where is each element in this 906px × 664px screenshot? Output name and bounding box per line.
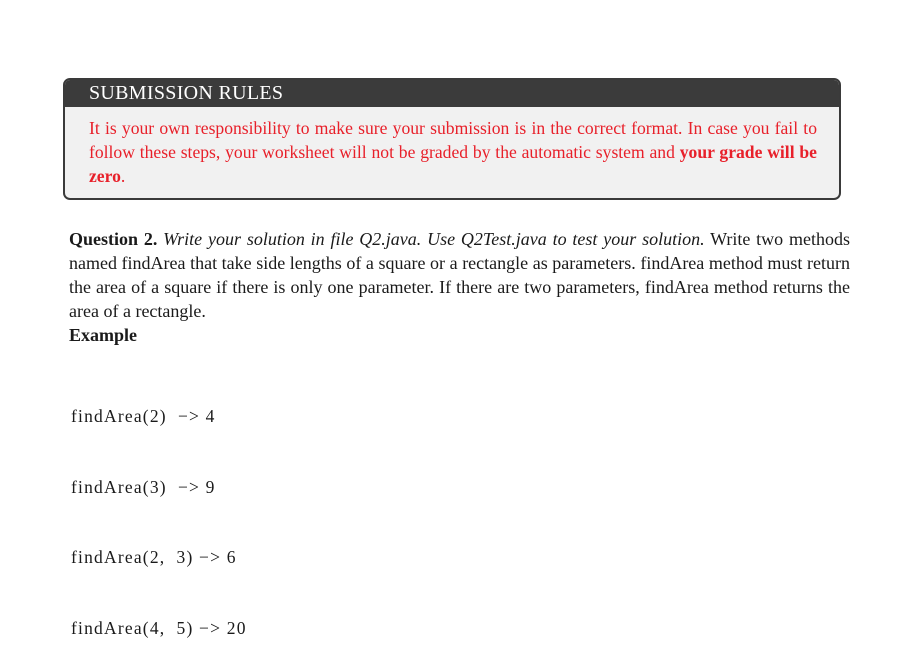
example-heading: Example bbox=[69, 325, 138, 345]
submission-rules-text bbox=[65, 107, 839, 188]
example-line: findArea(2, 3) −> 6 bbox=[71, 547, 237, 567]
rules-text-emphasis: your grade will be zero bbox=[89, 142, 817, 186]
question-block bbox=[69, 227, 850, 347]
example-code-block bbox=[71, 358, 247, 664]
example-line: findArea(3) −> 9 bbox=[71, 476, 216, 497]
submission-rules-box bbox=[63, 78, 841, 200]
example-line: findArea(2) −> 4 bbox=[71, 406, 216, 426]
question-body: Write two methods named findArea that take side lengths of a square or a rectangle as parameters. findArea method must return the area of a square if there is only one parameter. If there are two parameters, findArea method returns the area of a rectangle. bbox=[69, 229, 850, 321]
example-line: findArea(4, 5) −> 20 bbox=[71, 617, 247, 638]
rules-text-end: . bbox=[120, 166, 126, 186]
question-intro: Write your solution in file Q2.java. Use Q2Test.java to test your solution. bbox=[163, 229, 705, 249]
question-label: Question 2. bbox=[69, 229, 158, 249]
submission-rules-header: SUBMISSION RULES bbox=[65, 80, 839, 107]
rules-text-main: It is your own responsibility to make sure your submission is in the correct format. In case you fail to follow these steps, your worksheet will not be graded by the automatic system and bbox=[89, 118, 817, 162]
